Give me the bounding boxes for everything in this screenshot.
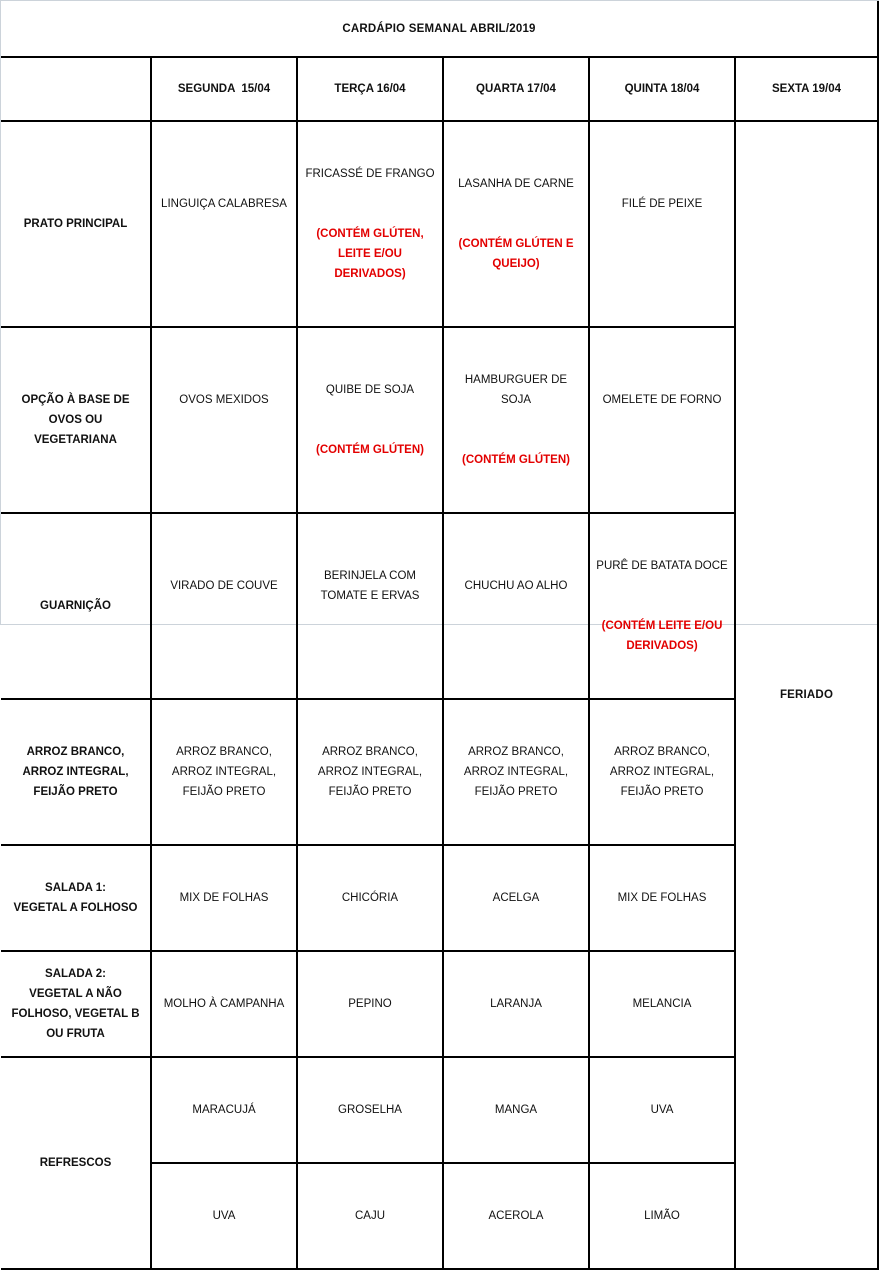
dish-text: FILÉ DE PEIXE (621, 198, 703, 210)
menu-cell (151, 699, 297, 845)
col-header-empty (1, 57, 151, 121)
menu-cell (443, 327, 589, 513)
dish-text: CHUCHU AO ALHO (464, 580, 568, 592)
dish-text: HAMBURGUER DE SOJA (464, 374, 568, 406)
menu-cell (297, 327, 443, 513)
dish-text: VIRADO DE COUVE (170, 580, 278, 592)
dish-text: ARROZ BRANCO, ARROZ INTEGRAL, FEIJÃO PRETO (463, 746, 569, 798)
dish-text: FRICASSÉ DE FRANGO (305, 168, 435, 180)
row-label: GUARNIÇÃO (1, 513, 151, 699)
menu-cell (589, 699, 735, 845)
menu-cell (589, 845, 735, 951)
dish-text: PEPINO (348, 998, 392, 1010)
menu-cell (443, 951, 589, 1057)
dish-text: ARROZ BRANCO, ARROZ INTEGRAL, FEIJÃO PRETO (171, 746, 277, 798)
dish-text: PURÊ DE BATATA DOCE (596, 560, 728, 572)
dish-text: UVA (650, 1104, 674, 1116)
dish-text: BERINJELA COM TOMATE E ERVAS (320, 570, 420, 602)
allergen-note: (CONTÉM GLÚTEN) (316, 444, 424, 456)
menu-cell (589, 1057, 735, 1163)
menu-cell (297, 845, 443, 951)
dish-text: ARROZ BRANCO, ARROZ INTEGRAL, FEIJÃO PRETO (317, 746, 423, 798)
menu-cell (443, 699, 589, 845)
menu-cell (589, 951, 735, 1057)
col-header-segunda: SEGUNDA 15/04 (151, 57, 297, 121)
dish-text: CHICÓRIA (341, 892, 399, 904)
menu-cell (297, 1163, 443, 1269)
menu-cell (151, 327, 297, 513)
dish-text: MOLHO À CAMPANHA (163, 998, 285, 1010)
menu-cell (443, 1163, 589, 1269)
menu-cell (443, 121, 589, 327)
menu-cell (443, 1057, 589, 1163)
dish-text: ACEROLA (488, 1210, 544, 1222)
menu-cell (151, 845, 297, 951)
weekly-menu-table (1, 1, 879, 1270)
row-label: SALADA 2: VEGETAL A NÃO FOLHOSO, VEGETAL B OU FRUTA (1, 951, 151, 1057)
title-row (1, 1, 878, 57)
menu-cell (297, 513, 443, 699)
menu-cell (151, 1163, 297, 1269)
menu-cell (297, 951, 443, 1057)
row-label: REFRESCOS (1, 1057, 151, 1269)
dish-text: MIX DE FOLHAS (179, 892, 269, 904)
dish-text: OVOS MEXIDOS (179, 394, 269, 406)
menu-cell (589, 121, 735, 327)
menu-cell (589, 513, 735, 699)
menu-cell (443, 845, 589, 951)
dish-text: CAJU (354, 1210, 386, 1222)
row-label: ARROZ BRANCO, ARROZ INTEGRAL, FEIJÃO PRETO (1, 699, 151, 845)
allergen-note: (CONTÉM GLÚTEN E QUEIJO) (458, 238, 574, 270)
row-prato-principal (1, 121, 878, 327)
dish-text: MELANCIA (632, 998, 692, 1010)
row-label: PRATO PRINCIPAL (1, 121, 151, 327)
menu-cell (151, 1057, 297, 1163)
menu-cell (589, 327, 735, 513)
dish-text: GROSELHA (338, 1104, 402, 1116)
allergen-note: (CONTÉM GLÚTEN, LEITE E/OU DERIVADOS) (316, 228, 424, 280)
dish-text: ARROZ BRANCO, ARROZ INTEGRAL, FEIJÃO PRETO (609, 746, 715, 798)
dish-text: LIMÃO (644, 1210, 680, 1222)
menu-cell (589, 1163, 735, 1269)
dish-text: UVA (212, 1210, 236, 1222)
menu-cell (297, 1057, 443, 1163)
table-title: CARDÁPIO SEMANAL ABRIL/2019 (1, 1, 878, 57)
col-header-sexta: SEXTA 19/04 (735, 57, 878, 121)
row-label: OPÇÃO À BASE DE OVOS OU VEGETARIANA (1, 327, 151, 513)
menu-cell (151, 121, 297, 327)
col-header-quinta: QUINTA 18/04 (589, 57, 735, 121)
menu-cell (297, 121, 443, 327)
dish-text: MARACUJÁ (192, 1104, 256, 1116)
dish-text: OMELETE DE FORNO (602, 394, 722, 406)
holiday-cell: FERIADO (735, 121, 878, 1269)
menu-cell (443, 513, 589, 699)
menu-cell (151, 951, 297, 1057)
dish-text: LASANHA DE CARNE (458, 178, 574, 190)
header-row (1, 57, 878, 121)
row-label: SALADA 1: VEGETAL A FOLHOSO (1, 845, 151, 951)
dish-text: ACELGA (492, 892, 540, 904)
dish-text: LINGUIÇA CALABRESA (161, 198, 287, 210)
dish-text: QUIBE DE SOJA (325, 384, 415, 396)
allergen-note: (CONTÉM GLÚTEN) (462, 454, 570, 466)
col-header-quarta: QUARTA 17/04 (443, 57, 589, 121)
dish-text: MANGA (494, 1104, 538, 1116)
dish-text: MIX DE FOLHAS (617, 892, 707, 904)
allergen-note: (CONTÉM LEITE E/OU DERIVADOS) (601, 620, 723, 652)
menu-cell (151, 513, 297, 699)
dish-text: LARANJA (490, 998, 542, 1010)
menu-cell (297, 699, 443, 845)
col-header-terca: TERÇA 16/04 (297, 57, 443, 121)
